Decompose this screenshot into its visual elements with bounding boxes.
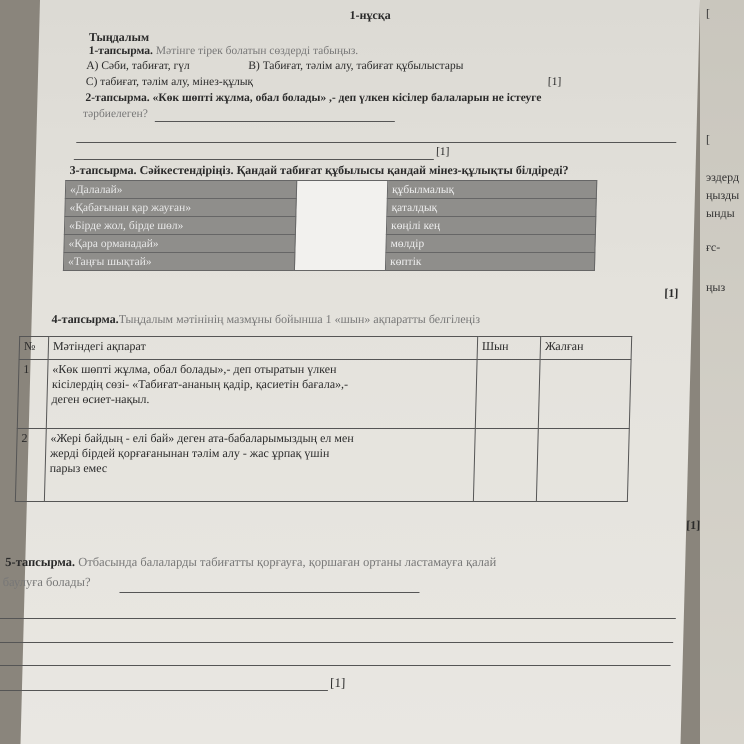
- col-num-header: №: [19, 337, 49, 360]
- task1-score: [1]: [547, 76, 562, 88]
- answer-line[interactable]: [0, 618, 676, 619]
- row-info-line: деген өсиет-нақыл.: [51, 392, 150, 406]
- match-right-item[interactable]: көңілі кең: [386, 217, 595, 235]
- true-checkbox-cell[interactable]: [473, 429, 538, 502]
- task4-text: Тыңдалым мәтінінің мазмұны бойынша 1 «шын» ақпаратты белгілеңіз: [118, 312, 481, 326]
- match-blank-column: [294, 181, 387, 271]
- match-left-item[interactable]: «Бірде жол, бірде шөл»: [64, 217, 295, 235]
- task2-text: «Көк шөпті жұлма, обал болады» ,- деп үлкен кісілер балаларын не істеуге: [152, 92, 542, 104]
- task2-text-cont: тәрбиелеген?: [82, 108, 148, 120]
- task3-label: 3-тапсырма.: [69, 163, 137, 177]
- task3-text: Сәйкестендіріңіз. Қандай табиғат құбылысы қандай мінез-құлықты білдіреді?: [139, 163, 569, 177]
- task1-option-a: А) Сәби, табиғат, гүл: [86, 60, 190, 72]
- matching-table: [63, 180, 597, 271]
- task3-score: [1]: [664, 286, 679, 300]
- match-left-item[interactable]: «Далалай»: [65, 181, 296, 199]
- table-row: [15, 429, 629, 502]
- row-info-line: жерді бірдей қорғағанынан тәлім алу - жас ұрпақ үшін: [49, 446, 330, 460]
- match-right-item[interactable]: құбылмалық: [387, 181, 596, 199]
- task4-label: 4-тапсырма.: [51, 312, 119, 326]
- row-info-line: «Көк шөпті жұлма, обал болады»,- деп отыратын үлкен: [52, 362, 337, 376]
- task4-line: [51, 312, 480, 327]
- task5-text-cont: баулуға болады?: [2, 575, 91, 589]
- neighbor-fragment: ңызды: [706, 188, 740, 202]
- section-title: Тыңдалым: [88, 30, 150, 44]
- task3-line: [69, 163, 568, 178]
- neighbor-fragment: ңыз: [706, 280, 726, 294]
- neighbor-fragment: ғс-: [706, 240, 721, 254]
- task5-label: 5-тапсырма.: [5, 555, 76, 569]
- match-right-item[interactable]: көптік: [385, 253, 594, 271]
- false-checkbox-cell[interactable]: [538, 360, 631, 429]
- row-info-line: кісілердің сөзі- «Табиғат-ананың қадір, қасиетін бағала»,-: [51, 377, 349, 391]
- task1-label: 1-тапсырма.: [88, 45, 154, 57]
- task1-line: [89, 45, 359, 57]
- answer-line[interactable]: [76, 142, 676, 143]
- match-left-item[interactable]: «Қара орманадай»: [64, 235, 295, 253]
- neighbor-fragment: [: [706, 6, 710, 20]
- match-right-item[interactable]: мөлдір: [386, 235, 595, 253]
- answer-line[interactable]: [0, 690, 328, 691]
- answer-line[interactable]: [155, 121, 395, 122]
- worksheet-page: [2, 0, 701, 744]
- true-checkbox-cell[interactable]: [475, 360, 540, 429]
- row-info-line: «Жері байдың - елі бай» деген ата-бабаларымыздың ел мен: [50, 431, 354, 445]
- answer-line[interactable]: [0, 642, 673, 643]
- row-number: 1: [17, 360, 48, 429]
- variant-heading: 1-нұсқа: [349, 8, 391, 22]
- task5-score: [1]: [329, 675, 346, 690]
- neighbor-fragment: ынды: [706, 206, 735, 220]
- task2-line: [85, 92, 541, 104]
- match-right-item[interactable]: қаталдық: [387, 199, 596, 217]
- task1-text: Мәтінге тірек болатын сөздерді табыңыз.: [155, 45, 359, 57]
- col-false-header: Жалған: [540, 337, 632, 360]
- task2-score: [1]: [435, 146, 450, 158]
- neighbor-page: [700, 0, 744, 744]
- answer-line[interactable]: [74, 159, 434, 160]
- answer-line[interactable]: [0, 665, 671, 666]
- task1-option-c: С) табиғат, тәлім алу, мінез-құлық: [85, 76, 254, 88]
- row-info: [44, 429, 475, 502]
- task1-option-b: В) Табиғат, тәлім алу, табиғат құбылыстары: [248, 60, 464, 72]
- row-info-line: парыз емес: [49, 461, 108, 475]
- col-true-header: Шын: [477, 337, 541, 360]
- row-number: 2: [15, 429, 46, 502]
- col-info-header: Мәтіндегі ақпарат: [48, 337, 478, 360]
- neighbor-fragment: [: [706, 132, 710, 146]
- row-info: [46, 360, 477, 429]
- match-left-item[interactable]: «Таңғы шықтай»: [63, 253, 294, 271]
- task2-label: 2-тапсырма.: [85, 92, 150, 104]
- match-left-item[interactable]: «Қабағынан қар жауған»: [65, 199, 296, 217]
- answer-line[interactable]: [119, 592, 419, 593]
- true-false-table: [15, 336, 632, 502]
- false-checkbox-cell[interactable]: [536, 429, 629, 502]
- task5-text: Отбасында балаларды табиғатты қорғауға, қоршаған ортаны ластамауға қалай: [78, 555, 497, 569]
- table-row: [17, 360, 631, 429]
- neighbor-fragment: эздерд: [706, 170, 740, 184]
- task5-line: [5, 555, 496, 570]
- task4-score: [1]: [686, 518, 701, 532]
